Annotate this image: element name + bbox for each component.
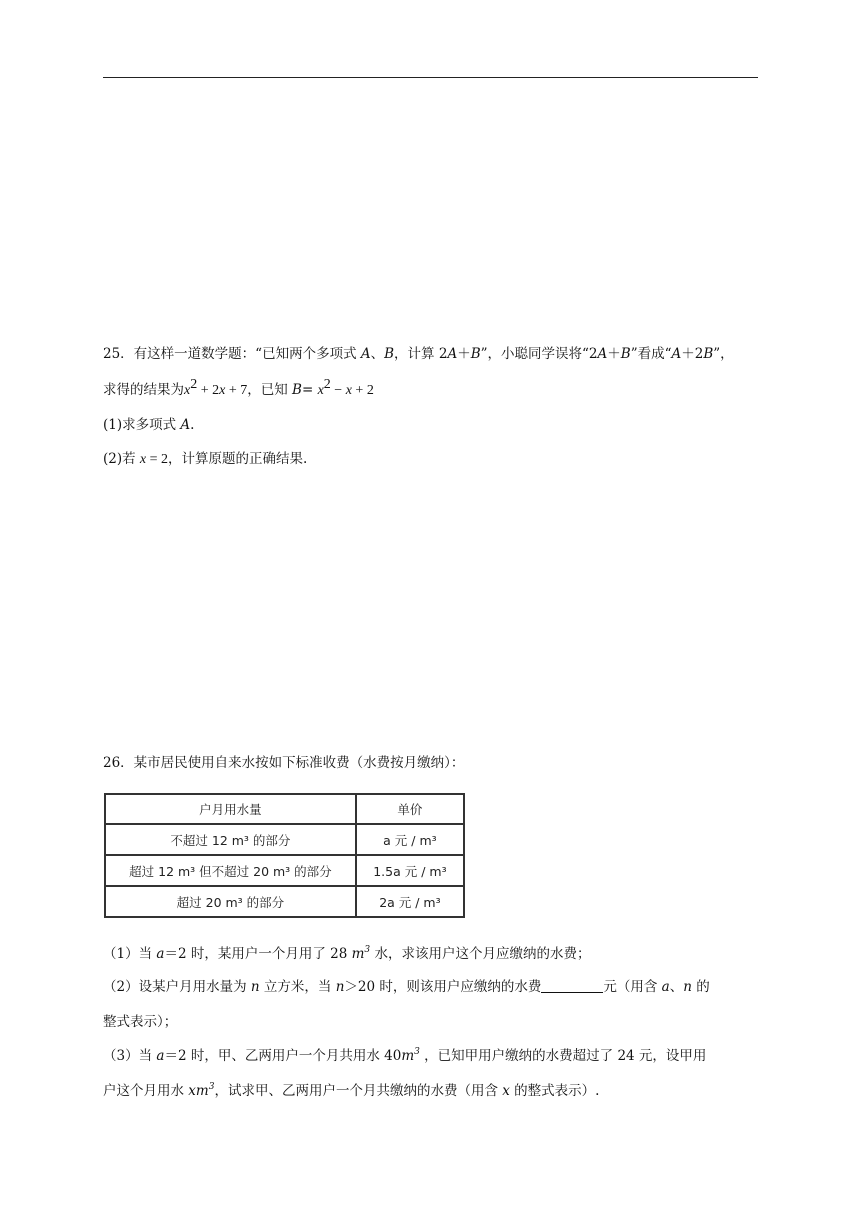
q25-line-1: 25．有这样一道数学题：“已知两个多项式 A、B，计算 2A＋B”，小聪同学误将“2A＋B”看成“A＋2B”，	[103, 346, 734, 362]
q26-part-1: （1）当 a＝2 时，某用户一个月用了 28 $m^3$ 水，求该用户这个月应缴纳的水费；	[103, 945, 591, 962]
table-header-price: 单价	[356, 794, 464, 824]
table-cell-price: 1.5a 元 / m³	[356, 855, 464, 886]
q25-line-2: 求得的结果为$x^2 + 2x + 7$，已知 $B= x^2 - x + 2$	[103, 377, 374, 398]
table-row	[105, 886, 464, 917]
water-rate-table	[104, 793, 465, 918]
table-header-usage: 户月用水量	[105, 794, 356, 824]
q26-intro: 26．某市居民使用自来水按如下标准收费（水费按月缴纳）：	[103, 755, 465, 771]
q26-part-3-cont: 户这个月用水 $xm^3$，试求甲、乙两用户一个月共缴纳的水费（用含 x 的整式表示）.	[103, 1082, 600, 1099]
q25-part-2: (2)若 x = 2，计算原题的正确结果.	[103, 451, 308, 467]
q25-part-1: (1)求多项式 A.	[103, 417, 195, 433]
answer-blank[interactable]	[541, 978, 603, 993]
q26-part-3: （3）当 a＝2 时，甲、乙两用户一个月共用水 $40m^3$ ，已知甲用户缴纳的水费超过了 24 元，设甲用	[103, 1047, 707, 1064]
table-header-row	[105, 794, 464, 824]
q26-part-2-cont: 整式表示）；	[103, 1014, 178, 1030]
header-rule	[103, 77, 758, 78]
table-row	[105, 855, 464, 886]
table-cell-price: a 元 / m³	[356, 824, 464, 855]
table-row	[105, 824, 464, 855]
q26-part-2: （2）设某户月用水量为 n 立方米，当 n＞20 时，则该用户应缴纳的水费 元（用含 a、n 的	[103, 979, 710, 995]
table-cell-price: 2a 元 / m³	[356, 886, 464, 917]
table-cell-range: 不超过 12 m³ 的部分	[105, 824, 356, 855]
table-cell-range: 超过 20 m³ 的部分	[105, 886, 356, 917]
table-cell-range: 超过 12 m³ 但不超过 20 m³ 的部分	[105, 855, 356, 886]
